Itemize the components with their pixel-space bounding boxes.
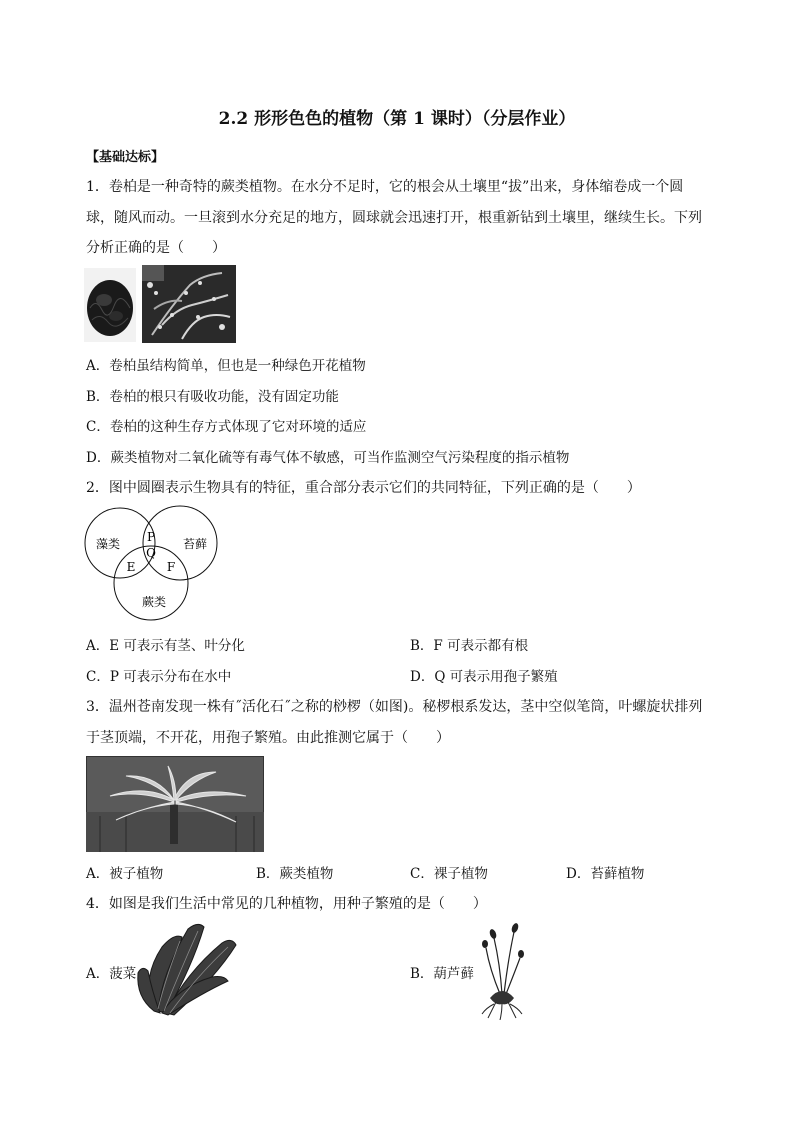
- tree-fern-image: [86, 756, 264, 852]
- selaginella-open-image: [142, 265, 236, 343]
- venn-diagram: [82, 503, 222, 623]
- venn-region-f: F: [166, 560, 176, 574]
- venn-label-fern: 蕨类: [141, 595, 167, 609]
- q1-option-a: A．卷柏虽结构简单，但也是一种绿色开花植物: [86, 358, 366, 374]
- q2-option-c: C．P 可表示分布在水中: [86, 669, 232, 685]
- venn-region-q: Q: [146, 546, 156, 560]
- q1-option-b: B．卷柏的根只有吸收功能，没有固定功能: [86, 389, 339, 405]
- q3-option-c: C．裸子植物: [410, 866, 488, 882]
- page-title: 2.2 形形色色的植物（第 1 课时）（分层作业）: [218, 109, 576, 129]
- q4-option-b: B．葫芦藓: [410, 966, 474, 982]
- spinach-image: [132, 917, 242, 1017]
- venn-region-p: P: [146, 530, 156, 544]
- q2-option-a: A．E 可表示有茎、叶分化: [86, 638, 245, 654]
- q1-option-c: C．卷柏的这种生存方式体现了它对环境的适应: [86, 419, 367, 435]
- q2-option-b: B．F 可表示都有根: [410, 638, 529, 654]
- q3-line-2: 于茎顶端，不开花，用孢子繁殖。由此推测它属于（ ）: [86, 730, 450, 746]
- q3-option-b: B．蕨类植物: [256, 866, 334, 882]
- venn-label-moss: 苔藓: [182, 537, 208, 551]
- selaginella-curled-image: [84, 268, 136, 342]
- q4-line-1: 4．如图是我们生活中常见的几种植物，用种子繁殖的是（ ）: [86, 896, 487, 912]
- q3-line-1: 3．温州苍南发现一株有˝活化石˝之称的桫椤（如图)。秘椤根系发达，茎中空似笔筒，叶螺旋状排列: [86, 699, 703, 715]
- q3-option-d: D．苔藓植物: [566, 866, 645, 882]
- q2-option-d: D．Q 可表示用孢子繁殖: [410, 669, 558, 685]
- q1-line-1: 1．卷柏是一种奇特的蕨类植物。在水分不足时，它的根会从土壤里“拔”出来，身体缩卷成一个圆: [86, 179, 684, 195]
- venn-region-e: E: [126, 560, 136, 574]
- q4-option-a: A．菠菜: [86, 966, 137, 982]
- funaria-moss-image: [474, 914, 530, 1020]
- q2-line-1: 2．图中圆圈表示生物具有的特征，重合部分表示它们的共同特征，下列正确的是（ ）: [86, 480, 641, 496]
- q3-option-a: A．被子植物: [86, 866, 164, 882]
- section-label: 【基础达标】: [86, 150, 165, 165]
- q1-line-3: 分析正确的是（ ）: [86, 240, 226, 256]
- venn-label-algae: 藻类: [95, 537, 121, 551]
- q1-option-d: D．蕨类植物对二氧化硫等有毒气体不敏感，可当作监测空气污染程度的指示植物: [86, 450, 570, 466]
- q1-line-2: 球，随风而动。一旦滚到水分充足的地方，圆球就会迅速打开，根重新钻到土壤里，继续生长。下列: [86, 210, 702, 226]
